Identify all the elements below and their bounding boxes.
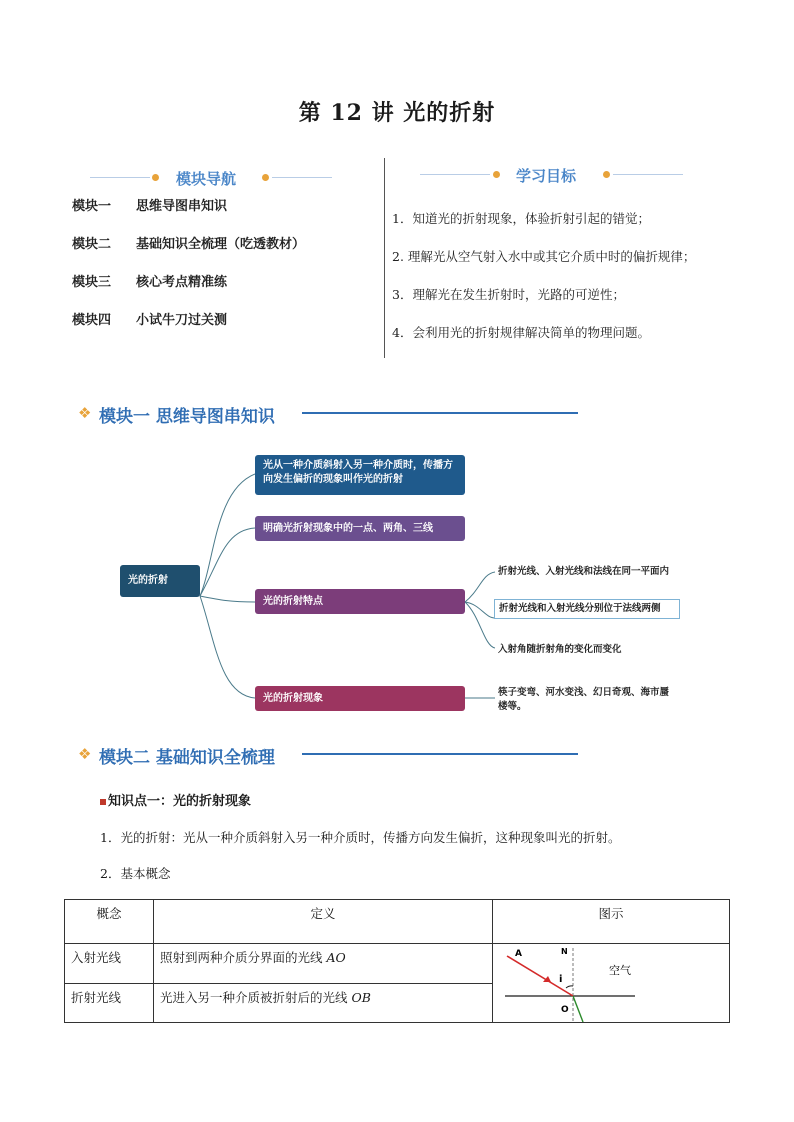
goals-heading-line-right xyxy=(613,174,683,175)
nav-heading-line-right xyxy=(272,177,332,178)
concept-incident-ray: 入射光线 xyxy=(65,944,154,984)
label-air: 空气 xyxy=(609,964,631,977)
module2-heading-line xyxy=(302,753,578,755)
paragraph-refraction-definition: 1．光的折射：光从一种介质斜射入另一种介质时，传播方向发生偏折，这种现象叫光的折射。 xyxy=(100,830,621,845)
refracted-ray xyxy=(573,996,583,1022)
label-O: O xyxy=(561,1005,569,1015)
leaf-angle-change: 入射角随折射角的变化而变化 xyxy=(498,644,622,655)
concept-table xyxy=(64,899,730,1023)
figure-cell xyxy=(493,944,730,1023)
branch-refraction-phenomena: 光的折射现象 xyxy=(255,686,465,711)
label-A: A xyxy=(515,949,522,959)
nav-item-3[interactable]: 模块三 核心考点精准练 xyxy=(72,275,228,290)
angle-arc xyxy=(566,986,573,988)
nav-heading: 模块导航 xyxy=(176,170,237,188)
connector-branch-3 xyxy=(200,596,255,602)
nav-item-1[interactable]: 模块一 思维导图串知识 xyxy=(72,199,228,214)
branch-definition: 光从一种介质斜射入另一种介质时，传播方向发生偏折的现象叫作光的折射 xyxy=(255,455,465,495)
diamond-icon: ❖ xyxy=(78,404,92,422)
diamond-icon: ❖ xyxy=(78,745,92,763)
goals-heading-dot-left xyxy=(493,171,500,178)
connector-branch-2 xyxy=(200,528,255,596)
table-header-definition: 定义 xyxy=(154,900,493,944)
definition-refracted-ray: 光进入另一种介质被折射后的光线 OB xyxy=(154,983,493,1023)
label-N: N xyxy=(561,947,568,956)
module1-heading-line xyxy=(302,412,578,414)
connector-leaf-2 xyxy=(465,602,495,618)
goals-heading: 学习目标 xyxy=(516,167,577,185)
leaf-same-plane: 折射光线、入射光线和法线在同一平面内 xyxy=(498,566,670,577)
nav-heading-line-left xyxy=(90,177,150,178)
leaf-two-sides: 折射光线和入射光线分别位于法线两侧 xyxy=(494,599,680,619)
module1-heading: 模块一 思维导图串知识 xyxy=(99,407,275,427)
nav-item-4[interactable]: 模块四 小试牛刀过关测 xyxy=(72,313,228,328)
goal-item-3: 3．理解光在发生折射时，光路的可逆性； xyxy=(392,287,625,302)
goal-item-1: 1．知道光的折射现象，体验折射引起的错觉； xyxy=(392,211,650,226)
table-header-figure: 图示 xyxy=(493,900,730,944)
column-divider xyxy=(384,158,385,358)
connector-branch-1 xyxy=(200,474,255,596)
mind-map-root: 光的折射 xyxy=(120,565,200,597)
table-header-concept: 概念 xyxy=(65,900,154,944)
table-row xyxy=(65,944,730,984)
branch-refraction-features: 光的折射特点 xyxy=(255,589,465,614)
refraction-figure xyxy=(493,944,707,1022)
nav-heading-dot-right xyxy=(262,174,269,181)
leaf-phenomena-examples: 筷子变弯、河水变浅、幻日奇观、海市蜃楼等。 xyxy=(498,687,670,712)
nav-item-2[interactable]: 模块二 基础知识全梳理（吃透教材） xyxy=(72,237,306,252)
knowledge-point-heading: 知识点一：光的折射现象 xyxy=(100,790,251,809)
page-title: 第 12 讲 光的折射 xyxy=(298,100,496,126)
concept-refracted-ray: 折射光线 xyxy=(65,983,154,1023)
paragraph-basic-concepts: 2．基本概念 xyxy=(100,866,171,881)
connector-leaf-1 xyxy=(465,572,495,602)
nav-heading-dot-left xyxy=(152,174,159,181)
label-i: i xyxy=(559,974,563,985)
goal-item-2: 2. 理解光从空气射入水中或其它介质中时的偏折规律； xyxy=(392,249,696,264)
incident-ray xyxy=(507,956,573,996)
goals-heading-dot-right xyxy=(603,171,610,178)
connector-branch-4 xyxy=(200,596,255,698)
definition-incident-ray: 照射到两种介质分界面的光线 AO xyxy=(154,944,493,984)
branch-point-angles-lines: 明确光折射现象中的一点、两角、三线 xyxy=(255,516,465,541)
goal-item-4: 4．会利用光的折射规律解决简单的物理问题。 xyxy=(392,325,650,340)
goals-heading-line-left xyxy=(420,174,490,175)
red-square-icon xyxy=(100,799,106,805)
module2-heading: 模块二 基础知识全梳理 xyxy=(99,748,275,768)
